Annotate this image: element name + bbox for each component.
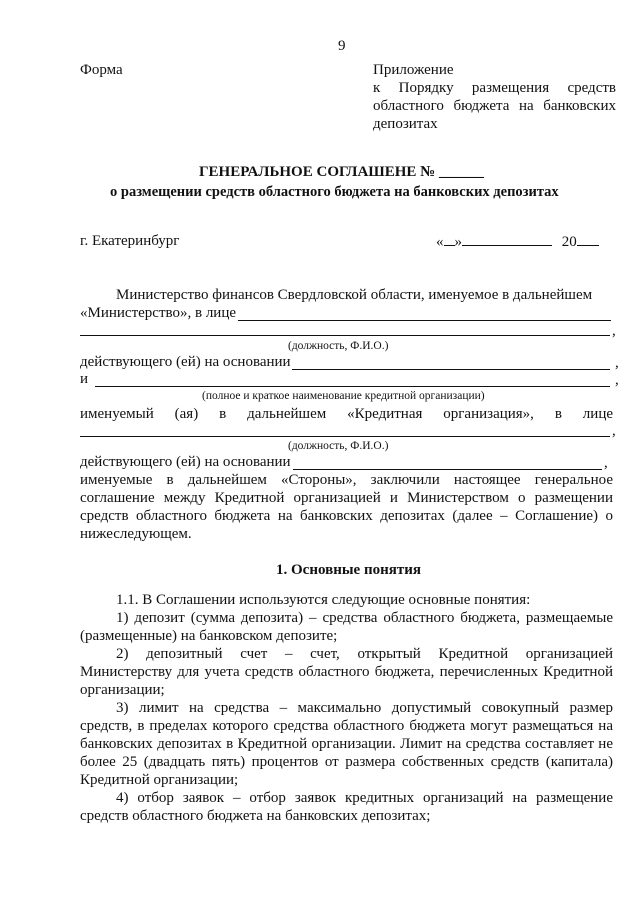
- appendix-line-3: областного бюджета на банковских: [373, 98, 616, 114]
- document-title: ГЕНЕРАЛЬНОЕ СОГЛАШЕНЕ № ______: [199, 164, 484, 180]
- year-blank: [577, 232, 599, 246]
- date-open-quote: «: [436, 234, 444, 250]
- definition-3-line-1: 3) лимит на средства – максимально допустимый совокупный размер: [116, 700, 613, 716]
- appendix-line-1: Приложение: [373, 62, 454, 78]
- document-subtitle: о размещении средств областного бюджета на банковских депозитах: [110, 184, 559, 200]
- ministry-line-2: «Министерство», в лице: [80, 305, 237, 321]
- date-close-quote: »: [454, 234, 462, 250]
- caption-credit-org: (полное и краткое наименование кредитной организации): [202, 390, 485, 402]
- parties-paragraph-line-3: средств областного бюджета на банковских депозитах (далее – Соглашение) о: [80, 508, 613, 524]
- definition-4-line-1: 4) отбор заявок – отбор заявок кредитных организаций на размещение: [116, 790, 613, 806]
- credit-org-blank: [95, 386, 610, 387]
- definition-2-line-1: 2) депозитный счет – счет, открытый Кредитной организацией: [116, 646, 613, 662]
- definition-1-line-1: 1) депозит (сумма депозита) – средства областного бюджета, размещаемые: [116, 610, 613, 626]
- representative-blank-1b: [80, 335, 610, 336]
- section-1-intro: 1.1. В Соглашении используются следующие основные понятия:: [116, 592, 531, 608]
- definition-3-line-5: Кредитной организации;: [80, 772, 239, 788]
- definition-3-line-4: более 25 (двадцать пять) процентов от размера собственных средств (капитала): [80, 754, 613, 770]
- hereinafter-credit-line: именуемый (ая) в дальнейшем «Кредитная организация», в лице: [80, 406, 613, 422]
- section-1-heading: 1. Основные понятия: [276, 562, 421, 578]
- caption-position-2: (должность, Ф.И.О.): [288, 440, 389, 452]
- definition-3-line-3: банковских депозитах в Кредитной организации. Лимит на средства составляет не: [80, 736, 613, 752]
- form-label: Форма: [80, 62, 123, 78]
- appendix-line-2: к Порядку размещения средств: [373, 80, 616, 96]
- year-prefix: 20: [561, 234, 577, 250]
- representative-blank-1a: [238, 320, 611, 321]
- basis-blank-2: [293, 469, 602, 470]
- city: г. Екатеринбург: [80, 233, 180, 249]
- acting-basis-label-1: действующего (ей) на основании: [80, 354, 291, 370]
- definition-4-line-2: средств областного бюджета на банковских депозитах;: [80, 808, 431, 824]
- definition-2-line-3: организации;: [80, 682, 165, 698]
- definition-2-line-2: Министерству для учета средств областного бюджета, перечисленных Кредитной: [80, 664, 613, 680]
- appendix-line-4: депозитах: [373, 116, 438, 132]
- parties-paragraph-line-1: именуемые в дальнейшем «Стороны», заключили настоящее генеральное: [80, 472, 613, 488]
- parties-paragraph-line-4: нижеследующем.: [80, 526, 192, 542]
- basis-blank-1: [292, 369, 610, 370]
- ministry-line-1: Министерство финансов Свердловской области, именуемое в дальнейшем: [116, 287, 593, 303]
- comma: ,: [615, 372, 619, 388]
- definition-3-line-2: средств, в пределах которого средства областного бюджета могут размещаться на: [80, 718, 613, 734]
- representative-blank-2: [80, 436, 610, 437]
- caption-position-1: (должность, Ф.И.О.): [288, 340, 389, 352]
- acting-basis-label-2: действующего (ей) на основании: [80, 454, 291, 470]
- comma: ,: [612, 323, 616, 339]
- comma: ,: [604, 455, 608, 471]
- day-blank: [444, 232, 455, 246]
- date-field: [436, 232, 599, 251]
- month-blank: [462, 232, 552, 246]
- comma: ,: [615, 355, 619, 371]
- definition-1-line-2: (размещенные) на банковском депозите;: [80, 628, 338, 644]
- parties-paragraph-line-2: соглашение между Кредитной организацией и Министерством о размещении: [80, 490, 613, 506]
- page-number: 9: [338, 38, 346, 54]
- and-label: и: [80, 371, 89, 387]
- comma: ,: [612, 423, 616, 439]
